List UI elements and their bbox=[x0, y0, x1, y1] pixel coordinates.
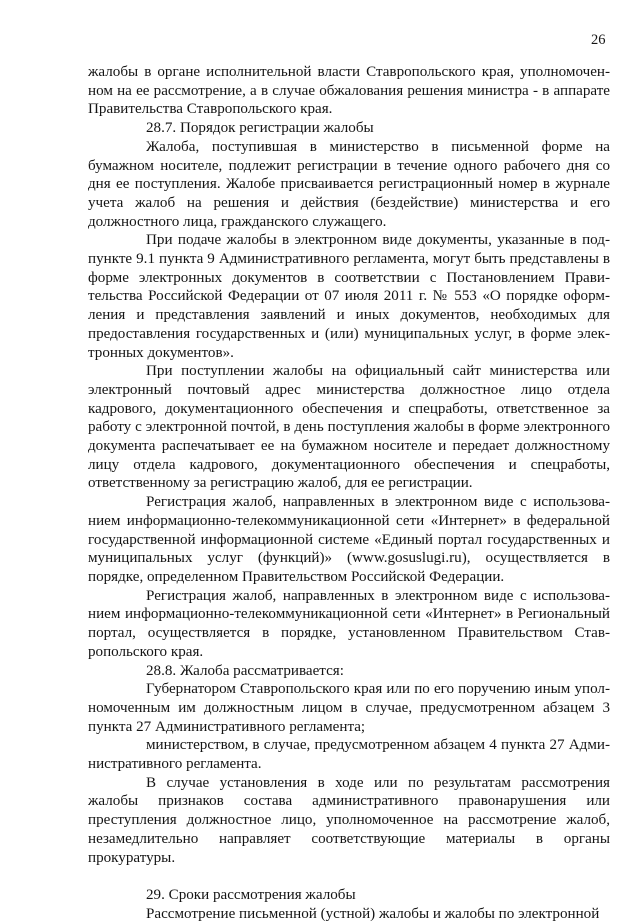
page-number: 26 bbox=[591, 32, 606, 48]
paragraph-written-complaint-registration: Жалоба, поступившая в министерство в письменной форме на бумажном носителе, подлежит регистрации в течение одного рабочего дня со дня ее поступления. Жалобе присваивается регистрационный номер в журнале учета жалоб на решения и действия (бездействие) министерства и его должностного лица, гражданского служащего. bbox=[88, 138, 610, 230]
section-heading-28-8: 28.8. Жалоба рассматривается: bbox=[146, 662, 344, 679]
document-body bbox=[88, 63, 610, 923]
section-heading-29: 29. Сроки рассмотрения жалобы bbox=[146, 886, 356, 903]
paragraph-federal-portal-registration: Регистрация жалоб, направленных в электронном виде с использованием информационно-телекоммуникационной сети «Интернет» в федеральной государственной информационной системе «Единый портал государственных и муниципальных услуг (функций)» (www.gosuslugi.ru), осуществляется в порядке, определенном Правительством Российской Федерации. bbox=[88, 494, 610, 585]
paragraph-prosecution: В случае установления в ходе или по результатам рассмотрения жалобы признаков состава административного правонарушения или преступления должностное лицо, уполномоченное на рассмотрение жалоб, незамедлительно направляет соответствующие материалы в органы прокуратуры. bbox=[88, 774, 610, 866]
paragraph-continuation: жалобы в органе исполнительной власти Ставропольского края, уполномоченном на ее рассмотрение, а в случае обжалования решения министра - в аппарате Правительства Ставропольского края. bbox=[88, 64, 610, 118]
paragraph-email-receipt: При поступлении жалобы на официальный сайт министерства или электронный почтовый адрес министерства должностное лицо отдела кадрового, документационного обеспечения и спецработы, ответственное за работу с электронной почтой, в день поступления жалобы в форме электронного документа распечатывает ее на бумажном носителе и передает должностному лицу отдела кадрового, документационного обеспечения и спецработы, ответственному за регистрацию жалоб, для ее регистрации. bbox=[88, 363, 610, 492]
paragraph-electronic-submission: При подаче жалобы в электронном виде документы, указанные в подпункте 9.1 пункта 9 Административного регламента, могут быть представлены в форме электронных документов в соответствии с Постановлением Правительства Российской Федерации от 07 июля 2011 г. № 553 «О порядке оформления и представления заявлений и иных документов, необходимых для предоставления государственных и (или) муниципальных услуг, в форме электронных документов». bbox=[88, 232, 610, 361]
paragraph-governor: Губернатором Ставропольского края или по его поручению иным уполномоченным им должностным лицом в случае, предусмотренном абзацем 3 пункта 27 Административного регламента; bbox=[88, 681, 610, 735]
paragraph-regional-portal-registration: Регистрация жалоб, направленных в электронном виде с использованием информационно-телекоммуникационной сети «Интернет» в Региональный портал, осуществляется в порядке, установленном Правительством Ставропольского края. bbox=[88, 587, 610, 660]
section-heading-28-7: 28.7. Порядок регистрации жалобы bbox=[146, 120, 374, 137]
blank-line bbox=[88, 867, 610, 886]
paragraph-ministry: министерством, в случае, предусмотренном абзацем 4 пункта 27 Административного регламента. bbox=[88, 737, 610, 773]
paragraph-review-terms: Рассмотрение письменной (устной) жалобы и жалобы по электронной bbox=[146, 905, 600, 922]
